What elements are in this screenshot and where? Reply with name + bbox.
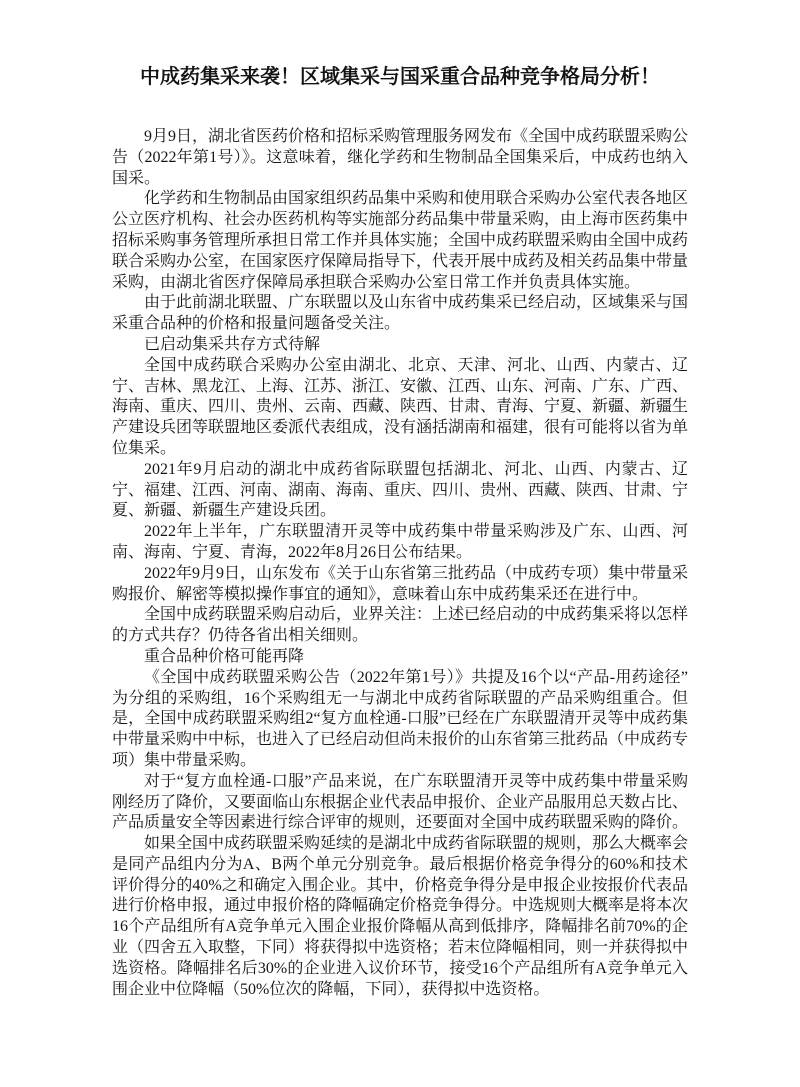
- paragraph: 全国中成药联盟采购启动后，业界关注：上述已经启动的中成药集采将以怎样的方式共存？仍待各省出相关细则。: [112, 606, 689, 645]
- paragraph: 2021年9月启动的湖北中成药省际联盟包括湖北、河北、山西、内蒙古、辽宁、福建、江西、河南、湖南、海南、重庆、四川、贵州、西藏、陕西、甘肃、宁夏、新疆、新疆生产建设兵团。: [112, 460, 689, 520]
- paragraph: 2022年9月9日，山东发布《关于山东省第三批药品（中成药专项）集中带量采购报价、解密等模拟操作事宜的通知》，意味着山东中成药集采还在进行中。: [112, 564, 689, 603]
- paragraph: 9月9日，湖北省医药价格和招标采购管理服务网发布《全国中成药联盟采购公告（2022年第1号）》。这意味着，继化学药和生物制品全国集采后，中成药也纳入国采。: [112, 128, 689, 187]
- paragraph: 由于此前湖北联盟、广东联盟以及山东省中成药集采已经启动，区域集采与国采重合品种的价格和报量问题备受关注。: [112, 294, 689, 333]
- paragraph: 对于“复方血栓通-口服”产品来说，在广东联盟清开灵等中成药集中带量采购刚经历了降价，又要面临山东根据企业代表品申报价、企业产品服用总天数占比、产品质量安全等因素进行综合评审的规则，还要面对全国中成药联盟采购的降价。: [112, 772, 689, 832]
- paragraph: 化学药和生物制品由国家组织药品集中采购和使用联合采购办公室代表各地区公立医疗机构、社会办医药机构等实施部分药品集中带量采购，由上海市医药集中招标采购事务管理所承担日常工作并具体实施；全国中成药联盟采购由全国中成药联合采购办公室，在国家医疗保障局指导下，代表开展中成药及相关药品集中带量采购，由湖北省医疗保障局承担联合采购办公室日常工作并负责具体实施。: [112, 190, 689, 291]
- paragraph: 《全国中成药联盟采购公告（2022年第1号）》共提及16个以“产品-用药途径”为分组的采购组，16个采购组无一与湖北中成药省际联盟的产品采购组重合。但是，全国中成药联盟采购组2“复方血栓通-口服”已经在广东联盟清开灵等中成药集中带量采购中中标，也进入了已经启动但尚未报价的山东省第三批药品（中成药专项）集中带量采购。: [112, 668, 689, 769]
- section-heading: 已启动集采共存方式待解: [144, 335, 321, 353]
- paragraph: 全国中成药联合采购办公室由湖北、北京、天津、河北、山西、内蒙古、辽宁、吉林、黑龙江、上海、江苏、浙江、安徽、江西、山东、河南、广东、广西、海南、重庆、四川、贵州、云南、西藏、陕西、甘肃、青海、宁夏、新疆、新疆生产建设兵团等联盟地区委派代表组成，没有涵括湖南和福建，很有可能将以省为单位集采。: [112, 356, 689, 457]
- document-body: [112, 127, 688, 1000]
- section-heading: 重合品种价格可能再降: [144, 647, 305, 665]
- document-title: 中成药集采来袭！区域集采与国采重合品种竞争格局分析！: [140, 66, 660, 88]
- paragraph: 2022年上半年，广东联盟清开灵等中成药集中带量采购涉及广东、山西、河南、海南、宁夏、青海，2022年8月26日公布结果。: [112, 523, 688, 561]
- paragraph: 如果全国中成药联盟采购延续的是湖北中成药省际联盟的规则，那么大概率会是同产品组内分为A、B两个单元分别竞争。最后根据价格竞争得分的60%和技术评价得分的40%之和确定入围企业。其中，价格竞争得分是申报企业按报价代表品进行价格申报，通过申报价格的降幅确定价格竞争得分。中选规则大概率是将本次16个产品组所有A竞争单元入围企业报价降幅从高到低排序，降幅排名前70%的企业（四舍五入取整，下同）将获得拟中选资格；若末位降幅相同，则一并获得拟中选资格。降幅排名后30%的企业进入议价环节，接受16个产品组所有A竞争单元入围企业中位降幅（50%位次的降幅，下同），获得拟中选资格。: [112, 835, 689, 998]
